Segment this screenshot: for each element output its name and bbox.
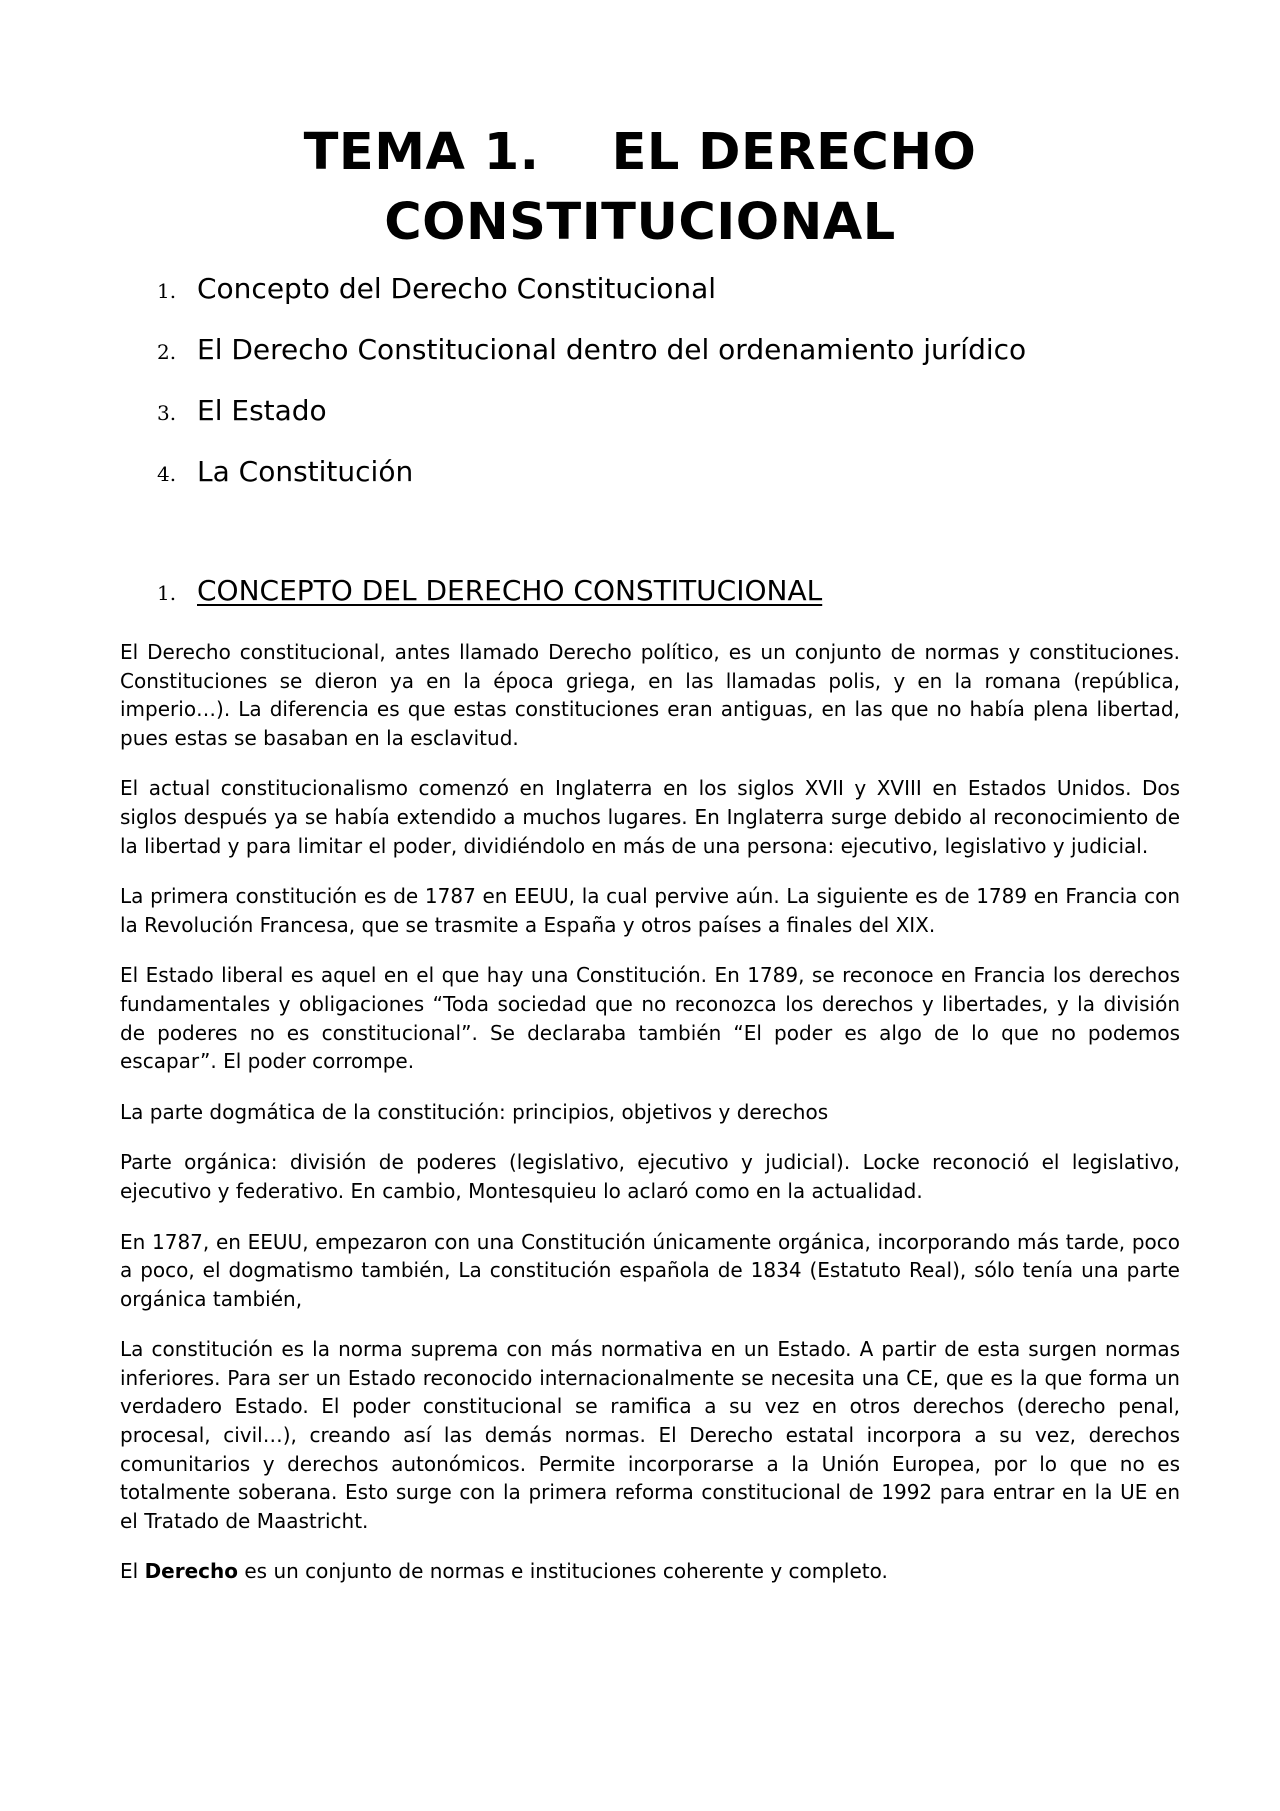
body-paragraph: El Derecho constitucional, antes llamado Derecho político, es un conjunto de normas y constituciones. Constituciones se dieron ya en la época griega, en las llamadas polis, y en la romana (república, imperio…). La diferencia es que estas constituciones eran antiguas, en las que no había plena libertad, pues estas se basaban en la esclavitud. [120, 640, 1180, 750]
toc-item-number: 2. [157, 340, 177, 364]
title-part-2: EL DERECHO [611, 123, 977, 182]
final-paragraph-bold-term: Derecho [144, 1559, 238, 1584]
toc-item-number: 1. [157, 279, 177, 303]
body-paragraph: La constitución es la norma suprema con más normativa en un Estado. A partir de esta surgen normas inferiores. Para ser un Estado reconocido internacionalmente se necesita una CE, que es la que forma un verdadero Estado. El poder constitucional se ramifica a su vez en otros derechos (derecho penal, procesal, civil…), creando así las demás normas. El Derecho estatal incorpora a su vez, derechos comunitarios y derechos autonómicos. Permite incorporarse a la Unión Europea, por lo que no es totalmente soberana. Esto surge con la primera reforma constitucional de 1992 para entrar en la UE en el Tratado de Maastricht. [120, 1337, 1180, 1533]
toc-item [157, 455, 1157, 516]
toc-item-label: El Estado [197, 394, 327, 427]
title-line-1 [0, 118, 1280, 188]
final-paragraph-end: es un conjunto de normas e instituciones coherente y completo. [238, 1559, 888, 1584]
body-paragraph: El Estado liberal es aquel en el que hay una Constitución. En 1789, se reconoce en Francia los derechos fundamentales y obligaciones “Toda sociedad que no reconozca los derechos y libertades, y la división de poderes no es constitucional”. Se declaraba también “El poder es algo de lo que no podemos escapar”. El poder corrompe. [120, 963, 1180, 1074]
toc-item-number: 4. [157, 462, 177, 486]
section-body [120, 638, 1180, 1608]
toc-item-number: 3. [157, 401, 177, 425]
table-of-contents [157, 272, 1157, 516]
section-number: 1. [157, 581, 177, 605]
body-paragraph: La parte dogmática de la constitución: principios, objetivos y derechos [120, 1099, 829, 1124]
final-paragraph-start: El [120, 1559, 145, 1584]
title-line-2: CONSTITUCIONAL [384, 193, 896, 252]
toc-item [157, 394, 1157, 455]
toc-item [157, 333, 1157, 394]
body-paragraph: En 1787, en EEUU, empezaron con una Constitución únicamente orgánica, incorporando más tarde, poco a poco, el dogmatismo también, La constitución española de 1834 (Estatuto Real), sólo tenía una parte orgánica también, [120, 1229, 1180, 1311]
document-title [0, 118, 1280, 258]
title-part-1: TEMA 1. [303, 123, 540, 182]
section-heading [157, 574, 822, 607]
toc-item-label: La Constitución [197, 455, 414, 488]
body-paragraph: La primera constitución es de 1787 en EEUU, la cual pervive aún. La siguiente es de 1789 en Francia con la Revolución Francesa, que se trasmite a España y otros países a finales del XIX. [120, 884, 1180, 937]
body-paragraph: El actual constitucionalismo comenzó en Inglaterra en los siglos XVII y XVIII en Estados Unidos. Dos siglos después ya se había extendido a muchos lugares. En Inglaterra surge debido al reconocimiento de la libertad y para limitar el poder, dividiéndolo en más de una persona: ejecutivo, legislativo y judicial. [120, 776, 1180, 858]
toc-item-label: El Derecho Constitucional dentro del ordenamiento jurídico [197, 333, 1027, 366]
body-paragraph: Parte orgánica: división de poderes (legislativo, ejecutivo y judicial). Locke reconoció el legislativo, ejecutivo y federativo. En cambio, Montesquieu lo aclaró como en la actualidad. [120, 1150, 1180, 1203]
final-paragraph [120, 1557, 1180, 1586]
toc-item [157, 272, 1157, 333]
toc-item-label: Concepto del Derecho Constitucional [197, 272, 717, 305]
section-heading-label: CONCEPTO DEL DERECHO CONSTITUCIONAL [197, 574, 823, 607]
